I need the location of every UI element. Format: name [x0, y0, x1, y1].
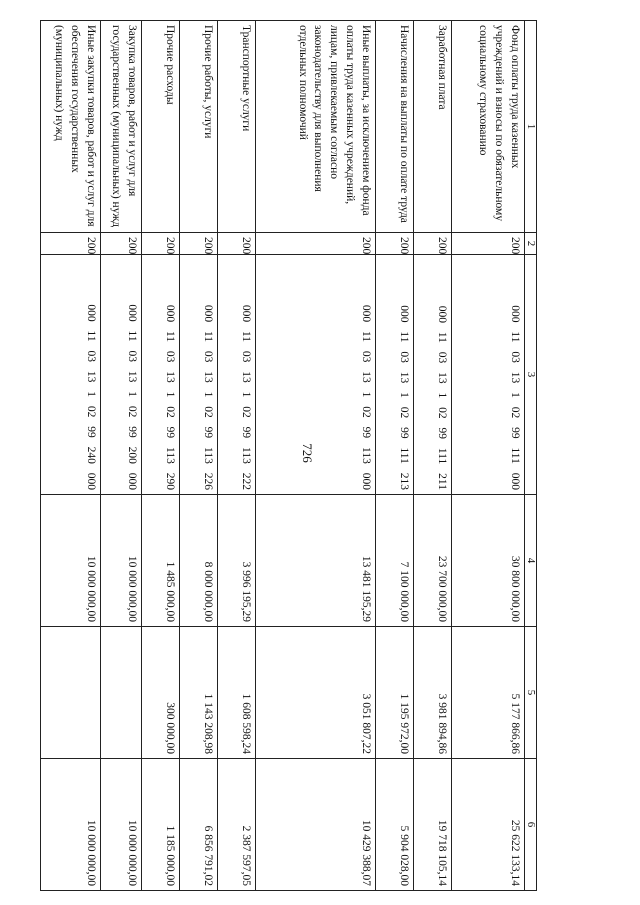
- admin-cell: 200: [101, 233, 142, 255]
- admin-cell: 200: [452, 233, 525, 255]
- header-cell-2: 2: [525, 233, 537, 255]
- admin-cell: 200: [414, 233, 452, 255]
- code-cell: [452, 255, 525, 495]
- col6-cell: 10 000 000,00: [101, 759, 142, 891]
- table-row: [414, 21, 452, 891]
- budget-code: 000 11 03 13 1 02 99 113 000: [360, 304, 372, 490]
- admin-cell: 200: [218, 233, 256, 255]
- table-row: [256, 21, 376, 891]
- col5-cell: [41, 627, 101, 759]
- code-cell: [142, 255, 180, 495]
- table-row: [41, 21, 101, 891]
- col5-cell: [101, 627, 142, 759]
- col4-cell: 23 700 000,00: [414, 495, 452, 627]
- name-cell: Прочие расходы: [142, 21, 180, 233]
- code-cell: [376, 255, 414, 495]
- name-cell: Транспортные услуги: [218, 21, 256, 233]
- col4-cell: 3 996 195,29: [218, 495, 256, 627]
- col4-cell: 7 100 000,00: [376, 495, 414, 627]
- budget-code: 000 11 03 13 1 02 99 111 211: [436, 305, 448, 490]
- name-cell: Начисления на выплаты по оплате труда: [376, 21, 414, 233]
- col6-cell: 2 387 597,05: [218, 759, 256, 891]
- col6-cell: 1 185 000,00: [142, 759, 180, 891]
- col6-cell: 10 429 388,07: [256, 759, 376, 891]
- name-cell: Иные закупки товаров, работ и услуг для обеспечения государственных (муниципальных) нужд: [41, 21, 101, 233]
- budget-code: 000 11 03 13 1 02 99 113 222: [240, 304, 252, 490]
- header-cell-1: 1: [525, 21, 537, 233]
- header-cell-6: 6: [525, 759, 537, 891]
- budget-code: 000 11 03 13 1 02 99 113 226: [202, 304, 214, 490]
- budget-table: [40, 20, 537, 891]
- col5-cell: 1 195 972,00: [376, 627, 414, 759]
- table-row: [452, 21, 525, 891]
- col5-cell: 1 143 208,98: [180, 627, 218, 759]
- code-cell: [180, 255, 218, 495]
- col6-cell: 19 718 105,14: [414, 759, 452, 891]
- admin-cell: 200: [180, 233, 218, 255]
- code-cell: [414, 255, 452, 495]
- col5-cell: 5 177 866,86: [452, 627, 525, 759]
- table-viewport: [53, 20, 537, 890]
- table-row: [142, 21, 180, 891]
- code-cell: [256, 255, 376, 495]
- admin-cell: 200: [41, 233, 101, 255]
- col6-cell: 25 622 133,14: [452, 759, 525, 891]
- col4-cell: 13 481 195,29: [256, 495, 376, 627]
- col6-cell: 6 856 791,02: [180, 759, 218, 891]
- code-cell: [218, 255, 256, 495]
- header-cell-3: 3: [525, 255, 537, 495]
- table-row: [218, 21, 256, 891]
- table-row: [180, 21, 218, 891]
- budget-code: 000 11 03 13 1 02 99 111 000: [509, 305, 521, 490]
- col4-cell: 10 000 000,00: [101, 495, 142, 627]
- col5-cell: 3 981 894,86: [414, 627, 452, 759]
- col4-cell: 1 485 000,00: [142, 495, 180, 627]
- table-row: [376, 21, 414, 891]
- admin-cell: 200: [142, 233, 180, 255]
- header-cell-5: 5: [525, 627, 537, 759]
- table-row: [101, 21, 142, 891]
- name-cell: Закупка товаров, работ и услуг для государственных (муниципальных) нужд: [101, 21, 142, 233]
- col5-cell: 1 608 598,24: [218, 627, 256, 759]
- code-cell: [101, 255, 142, 495]
- name-cell: Фонд оплаты труда казенных учреждений и взносы по обязательному социальному страхованию: [452, 21, 525, 233]
- page-number: 726: [300, 443, 315, 463]
- col6-cell: 10 000 000,00: [41, 759, 101, 891]
- admin-cell: 200: [376, 233, 414, 255]
- col4-cell: 8 000 000,00: [180, 495, 218, 627]
- header-row: [525, 21, 537, 891]
- budget-code: 000 11 03 13 1 02 99 200 000: [126, 304, 138, 490]
- col6-cell: 5 904 028,00: [376, 759, 414, 891]
- budget-code: 000 11 03 13 1 02 99 111 213: [398, 305, 410, 490]
- name-cell: Прочие работы, услуги: [180, 21, 218, 233]
- name-cell: Иные выплаты, за исключением фонда оплаты труда казенных учреждений, лицам, привлекаемым согласно законодательству для выполнения отдельных полномочий: [256, 21, 376, 233]
- header-cell-4: 4: [525, 495, 537, 627]
- col5-cell: 300 000,00: [142, 627, 180, 759]
- col4-cell: 30 800 000,00: [452, 495, 525, 627]
- name-cell: Заработная плата: [414, 21, 452, 233]
- code-cell: [41, 255, 101, 495]
- col4-cell: 10 000 000,00: [41, 495, 101, 627]
- budget-code: 000 11 03 13 1 02 99 240 000: [85, 304, 97, 490]
- budget-code: 000 11 03 13 1 02 99 113 290: [164, 304, 176, 490]
- admin-cell: 200: [256, 233, 376, 255]
- col5-cell: 3 051 807,22: [256, 627, 376, 759]
